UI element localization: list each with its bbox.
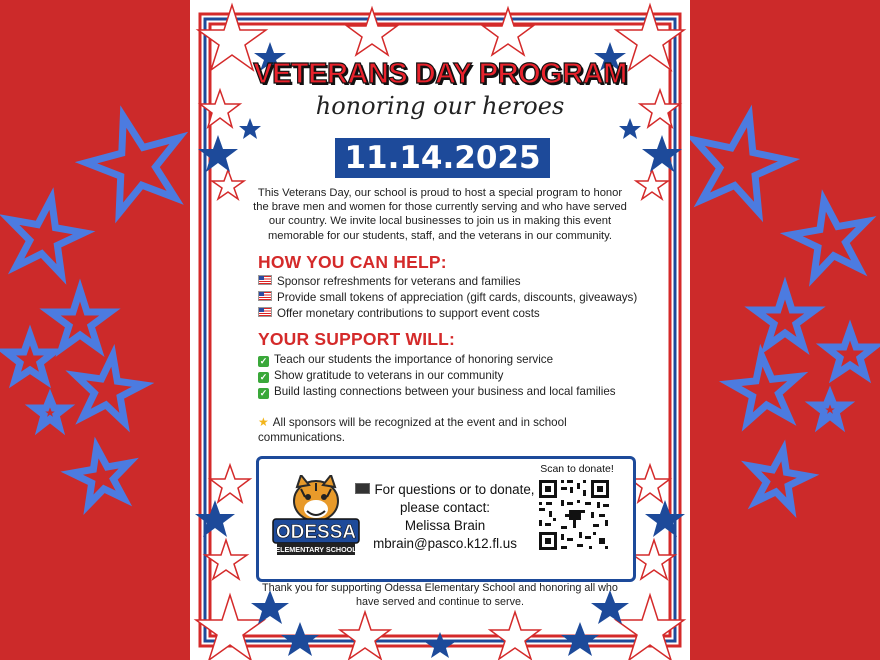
checkmark-icon: ✓ bbox=[259, 356, 268, 366]
checkmark-icon: ✓ bbox=[259, 388, 268, 398]
list-item: ✓ Teach our students the importance of honoring service bbox=[259, 353, 554, 366]
us-flag-icon bbox=[258, 307, 272, 317]
glitter-star-icon bbox=[728, 352, 802, 424]
glitter-star-icon bbox=[68, 442, 135, 506]
star-icon: ★ bbox=[258, 415, 269, 429]
thanks-message: Thank you for supporting Odessa Elementary School and honoring all who have served and continue to serve. bbox=[262, 582, 618, 608]
glitter-star-icon bbox=[50, 290, 110, 348]
contact-email[interactable]: mbrain@pasco.k12.fl.us bbox=[373, 536, 517, 551]
support-heading: YOUR SUPPORT WILL: bbox=[258, 329, 456, 349]
glitter-star-icon bbox=[745, 445, 812, 509]
computer-icon bbox=[355, 483, 370, 494]
flyer-content bbox=[190, 0, 690, 660]
intro-paragraph: This Veterans Day, our school is proud to host a special program to honor the brave men and women for those currently serving and who have served our country. We invite local businesses to join us in making this event memorable for our students, staff, and the veterans in our community. bbox=[253, 187, 627, 242]
scan-label: Scan to donate! bbox=[540, 463, 614, 475]
support-list bbox=[258, 352, 658, 400]
subtitle: honoring our heroes bbox=[315, 92, 565, 120]
svg-text:ODESSA: ODESSA bbox=[275, 522, 357, 543]
checkmark-icon: ✓ bbox=[259, 372, 268, 382]
list-item: ✓ Show gratitude to veterans in our community bbox=[259, 369, 504, 382]
glitter-star-icon bbox=[6, 335, 54, 380]
glitter-star-icon bbox=[755, 288, 815, 346]
contact-box bbox=[256, 456, 636, 582]
sponsor-note: ★ All sponsors will be recognized at the event and in school communications. bbox=[258, 415, 567, 444]
help-heading: HOW YOU CAN HELP: bbox=[258, 252, 447, 272]
event-date: 11.14.2025 bbox=[335, 138, 550, 178]
glitter-star-icon bbox=[826, 330, 874, 375]
list-item: Sponsor refreshments for veterans and families bbox=[258, 274, 658, 290]
svg-text:ELEMENTARY SCHOOL: ELEMENTARY SCHOOL bbox=[275, 545, 357, 554]
page-title: VETERANS DAY PROGRAM bbox=[253, 58, 627, 90]
us-flag-icon bbox=[258, 275, 272, 285]
left-glitter-stars bbox=[0, 0, 190, 660]
right-glitter-stars bbox=[690, 0, 880, 660]
us-flag-icon bbox=[258, 291, 272, 301]
odessa-tiger-logo bbox=[271, 475, 361, 559]
donate-qr-code[interactable] bbox=[537, 478, 611, 552]
glitter-star-icon bbox=[35, 398, 65, 426]
glitter-star-icon bbox=[1, 192, 89, 277]
flyer bbox=[190, 0, 690, 660]
glitter-star-icon bbox=[815, 395, 845, 423]
glitter-star-icon bbox=[70, 351, 146, 425]
glitter-star-icon bbox=[786, 194, 874, 279]
list-item: Provide small tokens of appreciation (gift cards, discounts, giveaways) bbox=[258, 290, 658, 306]
list-item: ✓ Build lasting connections between your business and local families bbox=[259, 385, 616, 398]
contact-info: For questions or to donate, please contact: Melissa Brain mbrain@pasco.k12.fl.us bbox=[355, 481, 535, 553]
contact-name: Melissa Brain bbox=[404, 518, 486, 533]
help-list bbox=[258, 274, 658, 322]
glitter-star-icon bbox=[690, 106, 796, 216]
list-item: Offer monetary contributions to support event costs bbox=[258, 306, 658, 322]
glitter-star-icon bbox=[77, 104, 190, 218]
